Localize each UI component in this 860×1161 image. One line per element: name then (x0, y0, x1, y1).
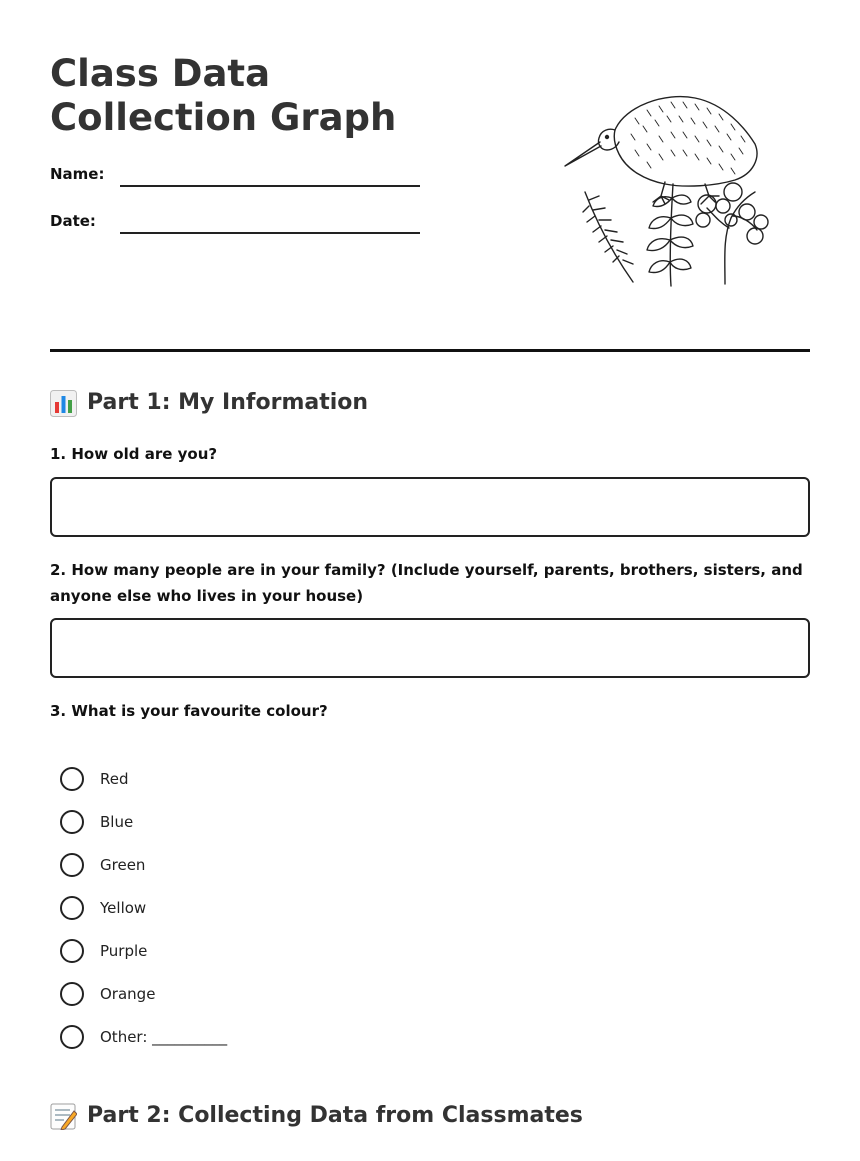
family-size-answer-box[interactable] (50, 618, 810, 678)
date-line[interactable] (120, 232, 420, 234)
radio-button[interactable] (60, 939, 84, 963)
colour-option[interactable] (60, 766, 360, 792)
memo-pencil-icon (50, 1103, 77, 1130)
name-line[interactable] (120, 185, 420, 187)
radio-button[interactable] (60, 982, 84, 1006)
age-answer-box[interactable] (50, 477, 810, 537)
date-label: Date: (50, 212, 96, 230)
radio-button[interactable] (60, 810, 84, 834)
part1-heading (50, 388, 368, 418)
name-label: Name: (50, 165, 105, 183)
radio-button[interactable] (60, 767, 84, 791)
question-3: 3. What is your favourite colour? (50, 702, 328, 720)
question-1: 1. How old are you? (50, 445, 218, 463)
colour-option[interactable] (60, 852, 360, 878)
name-field-row (50, 165, 420, 195)
option-label: Green (100, 856, 146, 874)
part2-title: Part 2: Collecting Data from Classmates (87, 1103, 583, 1128)
date-field-row (50, 212, 420, 242)
option-label: Other: __________ (100, 1028, 228, 1046)
page-title: Class Data Collection Graph (50, 52, 397, 139)
bar-chart-icon (50, 390, 77, 417)
question-2: 2. How many people are in your family? (Include yourself, parents, brothers, sisters, and anyone else who lives in your house) (50, 561, 803, 605)
colour-option[interactable] (60, 1024, 360, 1050)
radio-button[interactable] (60, 853, 84, 877)
option-label: Purple (100, 942, 148, 960)
option-label: Yellow (100, 899, 147, 917)
part1-title: Part 1: My Information (87, 390, 369, 415)
colour-option[interactable] (60, 981, 360, 1007)
option-label: Orange (100, 985, 156, 1003)
header-divider (50, 349, 810, 352)
radio-button[interactable] (60, 1025, 84, 1049)
colour-option[interactable] (60, 895, 360, 921)
radio-button[interactable] (60, 896, 84, 920)
part2-heading (50, 1101, 583, 1131)
colour-option[interactable] (60, 938, 360, 964)
option-label: Red (100, 770, 129, 788)
colour-option[interactable] (60, 809, 360, 835)
kiwi-bird-with-plants-illustration (555, 88, 775, 293)
option-label: Blue (100, 813, 134, 831)
